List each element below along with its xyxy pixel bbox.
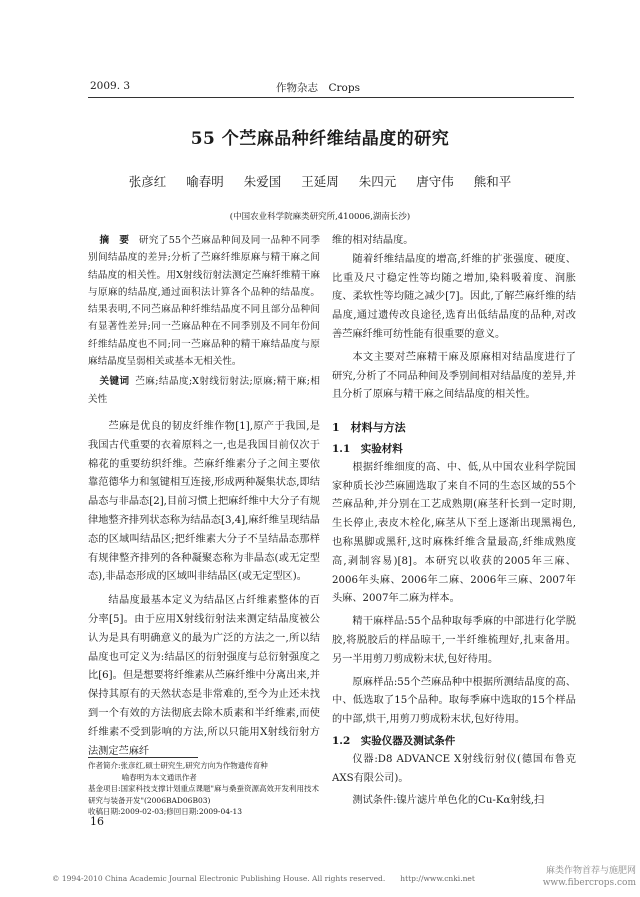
- body-paragraph: 根据纤维细度的高、中、低,从中国农业科学院国家种质长沙苎麻圃选取了来自不同的生态区域的55个苎麻品种,并分别在工艺成熟期(麻茎秆长到一定时期,生长停止,表皮木栓化,麻茎从下至上逐渐出现黑褐色,也称黑脚或黑秆,这时麻株纤维含量最高,纤维成熟度高,剥制容易)[8]。本研究以收获的2005年三麻、2006年头麻、2006年二麻、2006年三麻、2007年头麻、2007年二麻为样本。: [332, 461, 576, 605]
- keywords-text: 苎麻;结晶度;X射线衍射法;原麻;精干麻;相关性: [88, 376, 320, 405]
- author-list: [0, 172, 640, 190]
- footnote: 喻春明为本文通讯作者: [121, 772, 197, 782]
- body-paragraph: 原麻样品:55个苎麻品种中根据所测结晶度的高、中、低选取了15个品种。取每季麻中选取的15个样品的中部,烘干,用剪刀剪成粉末状,包好待用。: [332, 676, 576, 726]
- body-paragraph: 苎麻是优良的韧皮纤维作物[1],原产于我国,是我国古代重要的衣着原料之一,也是我国目前仅次于棉花的重要纺织纤维。苎麻纤维素分子之间主要依靠范德华力和氢键相互连接,形成两种凝集状态,即结晶态与非晶态[2],目前习惯上把麻纤维中大分子有规律地整齐排列状态称为结晶态[3,4],麻纤维呈现结晶态的区域叫结晶区;把纤维素大分子不呈结晶态那样有规律整齐排列的各种凝聚态称为非晶态(或无定型态),非晶态形成的区域叫非结晶区(或无定型区)。: [88, 420, 320, 583]
- body-paragraph: 随着纤维结晶度的增高,纤维的扩张强度、硬度、比重及尺寸稳定性等均随之增加,染料吸着度、润胀度、柔软性等均随之减少[7]。因此,了解苎麻纤维的结晶度,通过遗传改良途径,选育出低结晶度的品种,对改善苎麻纤维可纺性能有很重要的意义。: [332, 253, 576, 340]
- right-column: [332, 232, 576, 811]
- copyright-footer: [52, 873, 482, 884]
- body-paragraph: 仪器:D8 ADVANCE X射线衍射仪(德国布鲁克AXS有限公司)。: [332, 753, 576, 784]
- body-paragraph: 测试条件:镍片滤片单色化的Cu-Kα射线,扫: [352, 795, 545, 807]
- author: 王延周: [301, 174, 339, 189]
- author: 张彦红: [128, 174, 167, 189]
- body-paragraph: 维的相对结晶度。: [332, 235, 414, 246]
- author: 朱爱国: [243, 174, 282, 189]
- footnote-rule: [88, 757, 198, 758]
- keywords: [88, 373, 320, 408]
- subsection-heading: 1.1 实验材料: [332, 442, 403, 455]
- affiliation: (中国农业科学院麻类研究所,410006,湖南长沙): [229, 212, 411, 222]
- abstract-text: 研究了55个苎麻品种间及同一品种不同季别间结晶度的差异;分析了苎麻纤维原麻与精干麻之间结晶度的相关性。用X射线衍射法测定苎麻纤维精干麻与原麻的结晶度,通过面积法计算各个品种的结晶度。结果表明,不同苎麻品种纤维结晶度不同且部分品种间有显著性差异;同一苎麻品种在不同季别及不同年份间纤维结晶度也不同;同一苎麻品种的精干麻结晶度与原麻结晶度呈弱相关或基本无相关性。: [88, 235, 321, 368]
- body-paragraph: 精干麻样品:55个品种取每季麻的中部进行化学脱胶,将脱胶后的样品晾干,一半纤维梳理好,扎束备用。另一半用剪刀剪成粉末状,包好待用。: [332, 616, 576, 665]
- abstract: [88, 232, 320, 370]
- paper-title: 55 个苎麻品种纤维结晶度的研究: [190, 129, 450, 149]
- logo-url: www.fibercrops.com: [542, 878, 636, 888]
- left-column: [88, 232, 320, 761]
- footnote: 基金项目:国家科技支撑计划重点课题"麻与桑蚕资源高效开发利用技术研究与装备开发"(2006BAD06B03): [88, 784, 319, 805]
- header-rule: [88, 97, 574, 98]
- abstract-label: 摘 要: [99, 235, 130, 246]
- section-heading: 1 材料与方法: [332, 421, 406, 435]
- site-logo: [500, 865, 636, 889]
- body-paragraph: 结晶度最基本定义为结晶区占纤维素整体的百分率[5]。由于应用X射线衍射法来测定结晶度被公认为是具有明确意义的最为广泛的方法之一,所以结晶度也可定义为:结晶区的衍射强度与总衍射强度之比[6]。但是想要将纤维素从苎麻纤维中分离出来,并保持其原有的天然状态是非常难的,至今为止还未找到一个有效的方法彻底去除木质素和半纤维素,而使纤维素不受到影响的方法,所以只能用X射线衍射方法测定苎麻纤: [88, 595, 320, 757]
- copyright-text: © 1994-2010 China Academic Journal Electronic Publishing House. All rights reserved. http://www.cnki.net: [52, 874, 475, 883]
- author: 唐守伟: [416, 174, 454, 189]
- author: 熊和平: [473, 174, 512, 189]
- footnote: 作者简介:张彦红,硕士研究生,研究方向为作物遗传育种: [88, 761, 268, 770]
- footnote: 收稿日期:2009-02-03;修回日期:2009-04-13: [88, 807, 243, 816]
- author: 朱四元: [358, 174, 397, 189]
- body-paragraph: 本文主要对苎麻精干麻及原麻相对结晶度进行了研究,分析了不同品种间及季别间相对结晶度的差异,并且分析了原麻与精干麻之间结晶度的相关性。: [332, 351, 576, 401]
- subsection-heading: 1.2 实验仪器及测试条件: [332, 734, 456, 747]
- keywords-label: 关键词: [99, 376, 130, 388]
- author: 喻春明: [186, 174, 224, 189]
- header-issue: 2009. 3: [90, 80, 131, 92]
- page-number: 16: [90, 815, 104, 828]
- logo-name: 麻类作物首荐与施肥网: [545, 866, 636, 876]
- header-journal: 作物杂志 Crops: [276, 82, 360, 94]
- footnotes: [88, 760, 320, 818]
